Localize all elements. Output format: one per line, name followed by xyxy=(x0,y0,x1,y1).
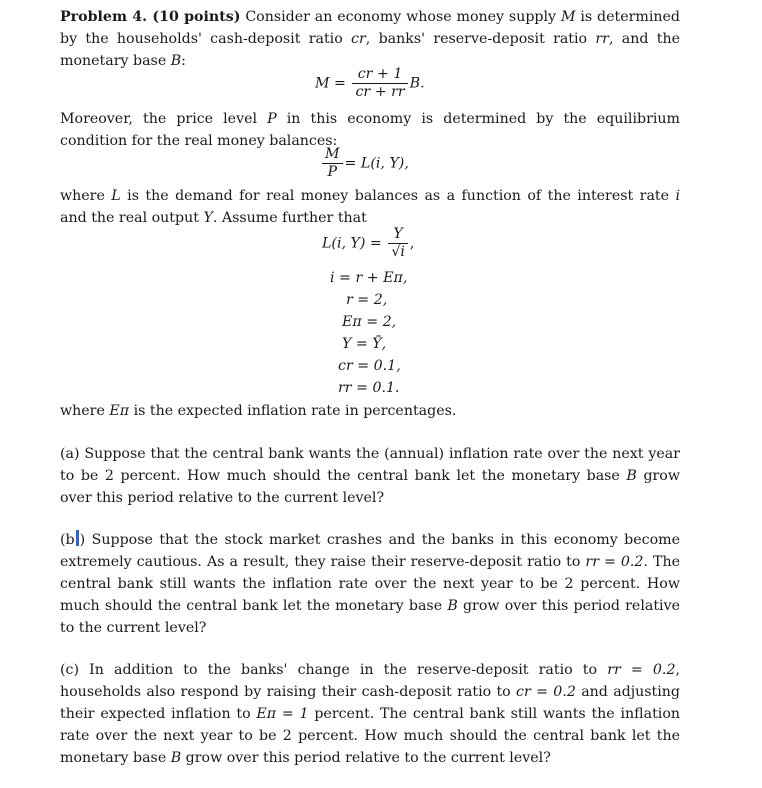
assumption-line: rr = 0.1. xyxy=(338,380,400,396)
assumption-line: i = r + Eπ, xyxy=(330,270,408,286)
intro-paragraph: Problem 4. (10 points) Consider an economy whose money supply M is determined by the households' cash-deposit ratio cr, banks' reserve-deposit ratio rr, and the monetary base B: xyxy=(60,9,680,69)
demand-function-equation: L(i, Y) = $\frac{Y}{√i}$ , xyxy=(322,226,415,260)
text-cursor xyxy=(76,530,79,546)
expected-inflation-paragraph: where Eπ is the expected inflation rate in percentages. xyxy=(60,403,457,419)
part-a: (a) Suppose that the central bank wants the (annual) inflation rate over the next year to be 2 percent. How much should the central bank let the monetary base B grow over this period relative to the current level? xyxy=(60,446,680,506)
part-c: (c) In addition to the banks' change in the reserve-deposit ratio to rr = 0.2, households also respond by raising their cash-deposit ratio to cr = 0.2 and adjusting their expected inflation to Eπ = 1 percent. The central bank still wants the inflation rate over the next year to be 2 percent. How much should the central bank let the monetary base B grow over this period relative to the current level? xyxy=(60,662,681,766)
fraction: $\frac{cr + 1}{cr + rr}$ xyxy=(352,66,407,101)
problem-label: Problem 4. (10 points) xyxy=(60,9,241,25)
real-money-balance-equation: $\frac{M}{P}$ = L(i, Y), xyxy=(320,146,409,181)
assumption-line: r = 2, xyxy=(346,292,388,308)
assumption-line: Eπ = 2, xyxy=(342,314,397,330)
fraction: $\frac{M}{P}$ xyxy=(322,146,343,181)
part-b: (b ) Suppose that the stock market crashes and the banks in this economy become extremely cautious. As a result, they raise their reserve-deposit ratio to rr = 0.2. The central bank still wants the inflation rate over the next year to be 2 percent. How much should the central bank let the monetary base B grow over this period relative to the current level? xyxy=(60,532,680,636)
price-level-paragraph: Moreover, the price level P in this economy is determined by the equilibrium condition for the real money balances: xyxy=(60,111,680,149)
fraction: $\frac{Y}{√i}$ xyxy=(388,226,408,261)
demand-paragraph: where L is the demand for real money balances as a function of the interest rate i and the real output Y. Assume further that xyxy=(60,188,680,226)
money-supply-equation: M = $\frac{cr + 1}{cr + rr}$ B. xyxy=(315,66,425,100)
assumption-line: Y = Ȳ, xyxy=(342,336,387,352)
assumption-line: cr = 0.1, xyxy=(338,358,401,374)
